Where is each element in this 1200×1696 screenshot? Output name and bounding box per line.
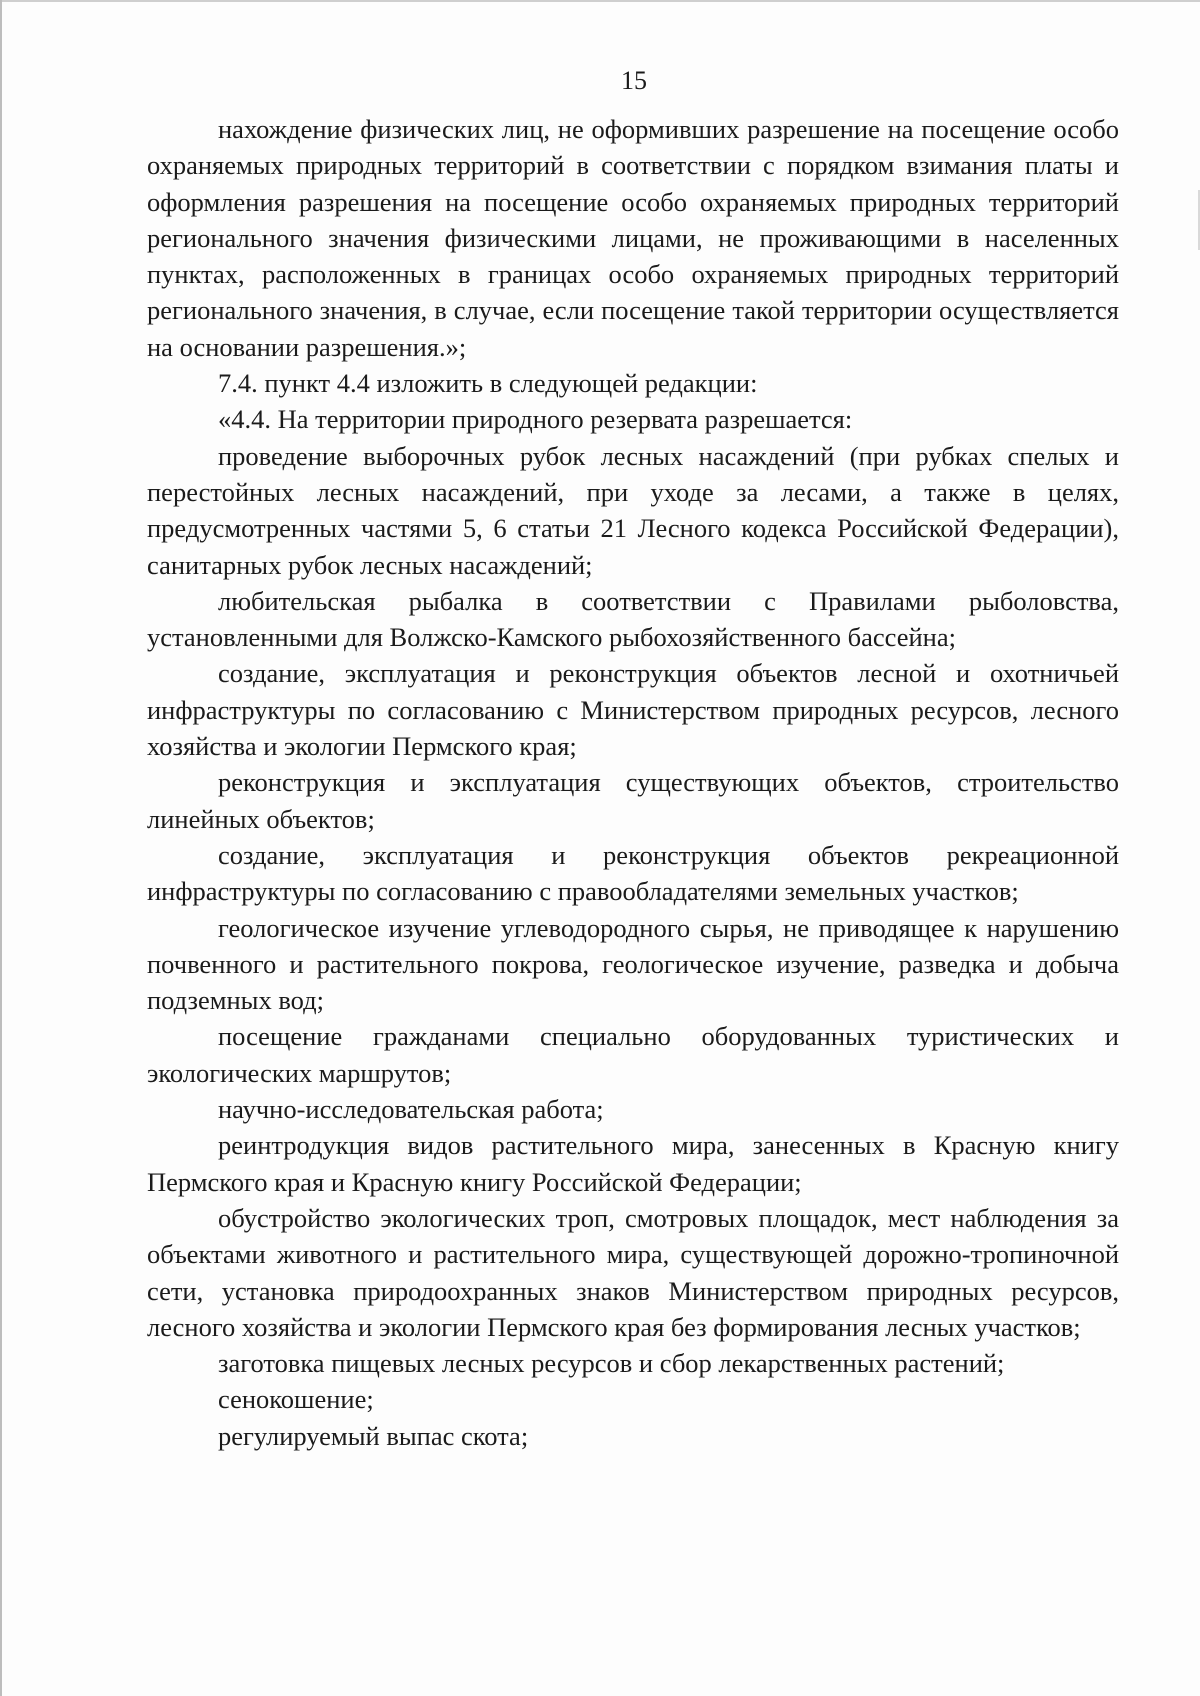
paragraph-food-resources: заготовка пищевых лесных ресурсов и сбор лекарственных растений; [218,1348,1005,1379]
paragraph-grazing: регулируемый выпас скота; [218,1420,529,1451]
paragraph-research-work: научно-исследовательская работа; [218,1094,604,1125]
paragraph-recreational-infrastructure: создание, эксплуатация и реконструкция объектов рекреационной инфраструктуры по согласованию с правообладателями земельных участков; [147,839,1119,907]
paragraph-item-7-4: 7.4. пункт 4.4 изложить в следующей редакции: [218,368,758,399]
document-body [147,111,1119,1454]
paragraph-item-4-4-heading: «4.4. На территории природного резервата разрешается: [218,404,853,435]
paragraph-existing-objects: реконструкция и эксплуатация существующих объектов, строительство линейных объектов; [147,767,1119,834]
paragraph-forest-infrastructure: создание, эксплуатация и реконструкция объектов лесной и охотничьей инфраструктуры по согласованию с Министерством природных ресурсов, лесного хозяйства и экологии Пермского края; [147,658,1119,762]
paragraph-ecological-trails: обустройство экологических троп, смотровых площадок, мест наблюдения за объектами животного и растительного мира, существующей дорожно-тропиночной сети, установка природоохранных знаков Министерством природных ресурсов, лесного хозяйства и экологии Пермского края без формирования лесных участков; [147,1202,1119,1342]
scan-edge-top [0,0,1200,2]
paragraph-geological-study: геологическое изучение углеводородного сырья, не приводящее к нарушению почвенного и растительного покрова, геологическое изучение, разведка и добыча подземных вод; [147,912,1119,1016]
scan-edge-left [0,0,2,1696]
paragraph-haymaking: сенокошение; [218,1384,374,1415]
paragraph-selective-felling: проведение выборочных рубок лесных насаждений (при рубках спелых и перестойных лесных насаждений, при уходе за лесами, а также в целях, предусмотренных частями 5, 6 статьи 21 Лесного кодекса Российской Федерации), санитарных рубок лесных насаждений; [147,440,1119,580]
paragraph-reintroduction: реинтродукция видов растительного мира, занесенных в Красную книгу Пермского края и Красную книгу Российской Федерации; [147,1130,1119,1197]
paragraph-visitors-without-permit: нахождение физических лиц, не оформивших разрешение на посещение особо охраняемых природных территорий в соответствии с порядком взимания платы и оформления разрешения на посещение особо охраняемых природных территорий регионального значения физическими лицами, не проживающими в населенных пунктах, расположенных в границах особо охраняемых природных территорий регионального значения, в случае, если посещение такой территории осуществляется на основании разрешения.»; [147,114,1119,362]
paragraph-tourist-routes: посещение гражданами специально оборудованных туристических и экологических маршрутов; [147,1021,1119,1088]
page-number: 15 [621,66,647,95]
paragraph-amateur-fishing: любительская рыбалка в соответствии с Правилами рыболовства, установленными для Волжско-Камского рыбохозяйственного бассейна; [147,585,1119,653]
